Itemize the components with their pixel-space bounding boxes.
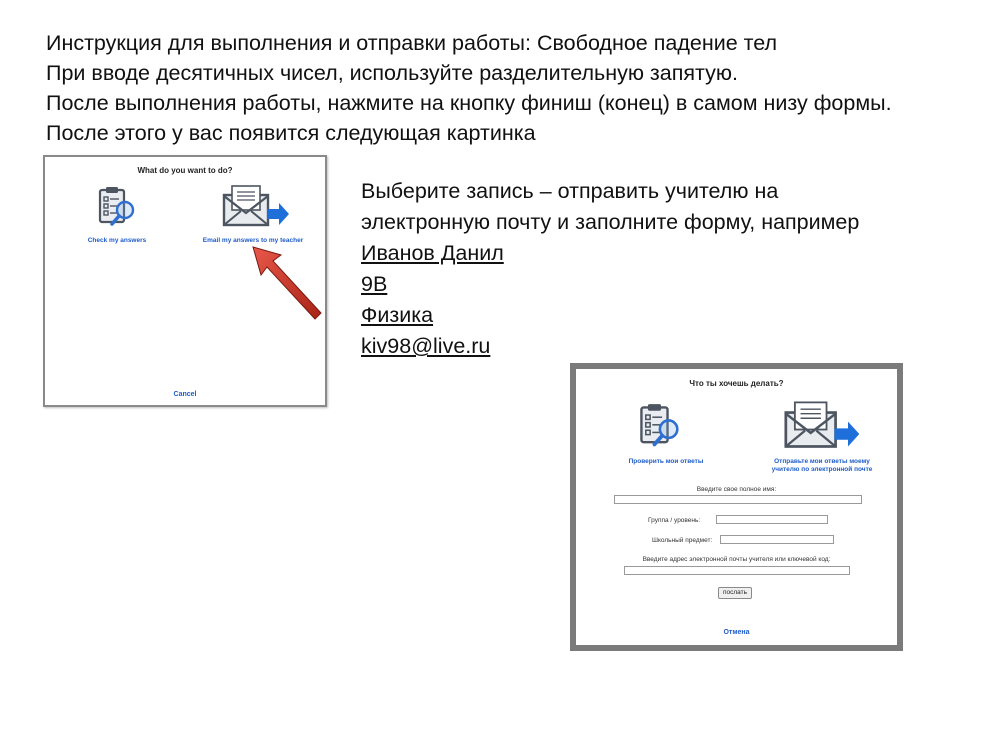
choose-line-2: электронную почту и заполните форму, например (361, 210, 860, 234)
email-answers-link-ru[interactable] (752, 458, 892, 474)
instructions-block (46, 28, 986, 148)
envelope-send-icon-ru[interactable] (782, 399, 862, 456)
teacher-email-input[interactable] (624, 566, 850, 575)
choose-line-1: Выберите запись – отправить учителю на (361, 179, 779, 203)
cancel-link[interactable]: Cancel (173, 391, 197, 398)
instruction-line-2: При вводе десятичных чисел, используйте разделительную запятую. (46, 61, 738, 85)
screenshot-english-dialog (43, 155, 327, 407)
screenshot-russian-dialog (570, 363, 903, 651)
group-label: Группа / уровень: (648, 517, 701, 524)
red-pointer-arrow-icon (249, 243, 325, 328)
group-input[interactable] (716, 515, 828, 524)
example-group: 9В (361, 272, 388, 296)
cancel-link-ru[interactable]: Отмена (723, 629, 750, 636)
example-email: kiv98@live.ru (361, 334, 491, 358)
dialog-question: What do you want to do? (137, 166, 233, 175)
teacher-email-label: Введите адрес электронной почты учителя или ключевой код: (642, 556, 831, 563)
fullname-label: Введите свое полное имя: (696, 486, 777, 493)
instruction-line-1: Инструкция для выполнения и отправки работы: Свободное падение тел (46, 31, 778, 55)
example-name: Иванов Данил (361, 241, 504, 265)
dialog-question-ru: Что ты хочешь делать? (689, 379, 784, 388)
email-answers-line-2: учителю по электронной почте (771, 466, 873, 473)
email-answers-link[interactable]: Email my answers to my teacher (202, 237, 304, 244)
check-answers-link-ru[interactable]: Проверить мои ответы (628, 458, 704, 465)
email-answers-line-1: Отправьте мои ответы моему (774, 458, 870, 465)
fullname-input[interactable] (614, 495, 862, 504)
clipboard-check-icon-ru[interactable] (636, 401, 686, 458)
instruction-line-3: После выполнения работы, нажмите на кнопку финиш (конец) в самом низу формы. (46, 91, 892, 115)
subject-input[interactable] (720, 535, 834, 544)
clipboard-check-icon[interactable] (95, 185, 141, 236)
subject-label: Школьный предмет: (652, 537, 713, 544)
instruction-line-4: После этого у вас появится следующая картинка (46, 121, 536, 145)
send-button[interactable]: послать (718, 587, 752, 599)
envelope-send-icon[interactable] (221, 183, 291, 234)
example-subject: Физика (361, 303, 434, 327)
check-answers-link[interactable]: Check my answers (87, 237, 147, 244)
choose-instructions (361, 176, 961, 362)
